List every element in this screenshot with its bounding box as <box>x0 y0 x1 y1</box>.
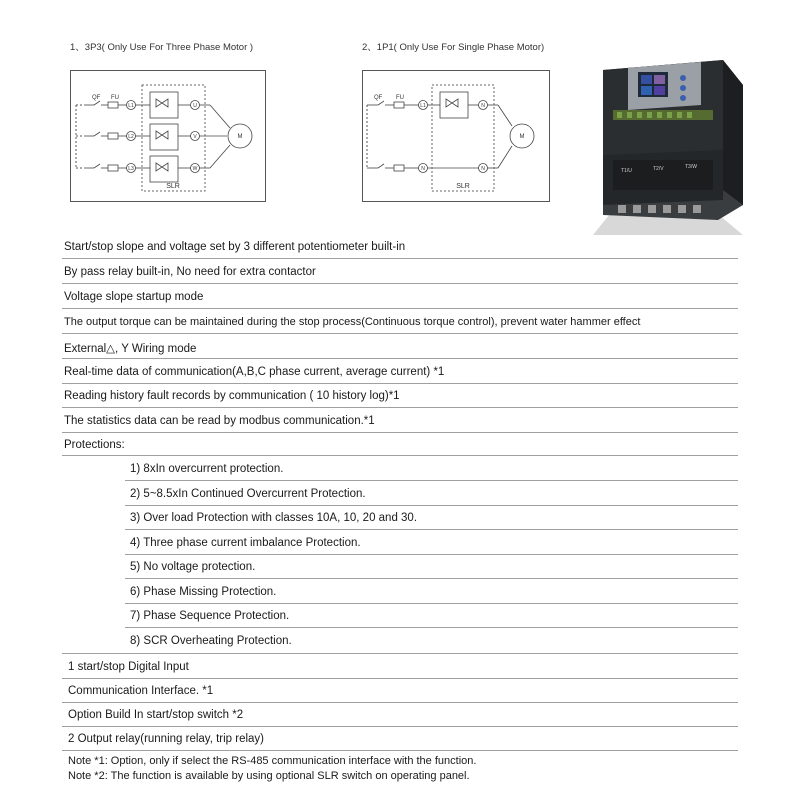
divider <box>62 432 738 433</box>
protection-item: 6) Phase Missing Protection. <box>130 586 277 598</box>
terminal-n-out-2: N <box>481 166 485 172</box>
feature-item: The output torque can be maintained during the stop process(Continuous torque control), prevent water hammer effect <box>64 316 641 328</box>
divider <box>62 678 738 679</box>
extra-item: 2 Output relay(running relay, trip relay) <box>68 733 265 745</box>
feature-item: External△, Y Wiring mode <box>64 343 197 355</box>
divider <box>62 455 738 456</box>
soft-starter-device-image <box>583 60 753 235</box>
feature-item: By pass relay built-in, No need for extra contactor <box>64 266 316 278</box>
qf-label: QF <box>374 95 383 101</box>
divider <box>62 258 738 259</box>
feature-item: Voltage slope startup mode <box>64 291 204 303</box>
fu-label: FU <box>396 95 404 101</box>
divider <box>62 383 738 384</box>
divider <box>125 627 738 628</box>
divider <box>62 702 738 703</box>
terminal-l3: L3 <box>128 166 134 172</box>
diagram1-caption: 1、3P3( Only Use For Three Phase Motor ) <box>70 42 254 53</box>
divider <box>62 283 738 284</box>
terminal-label-t2: T2/V <box>653 166 664 172</box>
protection-item: 4) Three phase current imbalance Protection. <box>130 537 361 549</box>
extra-item: Communication Interface. *1 <box>68 685 214 697</box>
protections-heading: Protections: <box>64 439 125 451</box>
divider <box>62 750 738 751</box>
divider <box>125 480 738 481</box>
divider <box>125 603 738 604</box>
terminal-l1: L1 <box>420 103 426 109</box>
divider <box>125 529 738 530</box>
protection-item: 1) 8xIn overcurrent protection. <box>130 463 284 475</box>
extra-item: 1 start/stop Digital Input <box>68 661 189 673</box>
protection-item: 7) Phase Sequence Protection. <box>130 610 290 622</box>
terminal-label-t1: T1/U <box>621 168 632 174</box>
divider <box>62 333 738 334</box>
terminal-l2: L2 <box>128 134 134 140</box>
divider <box>62 407 738 408</box>
feature-item: Real-time data of communication(A,B,C phase current, average current) *1 <box>64 366 445 378</box>
protection-item: 2) 5~8.5xIn Continued Overcurrent Protection. <box>130 488 366 500</box>
motor-label: M <box>519 134 525 140</box>
protection-item: 3) Over load Protection with classes 10A, 10, 20 and 30. <box>130 512 418 524</box>
feature-item: Reading history fault records by communication ( 10 history log)*1 <box>64 390 400 402</box>
divider <box>62 726 738 727</box>
qf-label: QF <box>92 95 101 101</box>
footnote-1: Note *1: Option, only if select the RS-485 communication interface with the function. <box>68 755 477 767</box>
terminal-n-in: N <box>421 166 425 172</box>
divider <box>62 308 738 309</box>
terminal-u: U <box>193 103 197 109</box>
protection-item: 8) SCR Overheating Protection. <box>130 635 292 647</box>
slr-label: SLR <box>166 183 180 190</box>
feature-item: The statistics data can be read by modbus communication.*1 <box>64 415 375 427</box>
terminal-v: V <box>193 134 197 140</box>
slr-label: SLR <box>456 183 470 190</box>
terminal-label-t3: T3/W <box>685 164 697 170</box>
terminal-n-out-1: N <box>481 103 485 109</box>
terminal-l1: L1 <box>128 103 134 109</box>
three-phase-wiring-diagram <box>70 70 266 202</box>
divider <box>62 358 738 359</box>
feature-item: Start/stop slope and voltage set by 3 different potentiometer built-in <box>64 241 406 253</box>
motor-label: M <box>237 134 243 140</box>
diagram2-caption: 2、1P1( Only Use For Single Phase Motor) <box>362 42 545 53</box>
footnote-2: Note *2: The function is available by using optional SLR switch on operating panel. <box>68 770 470 782</box>
single-phase-wiring-diagram <box>362 70 550 202</box>
protection-item: 5) No voltage protection. <box>130 561 256 573</box>
divider <box>125 554 738 555</box>
divider <box>125 505 738 506</box>
fu-label: FU <box>111 95 119 101</box>
extra-item: Option Build In start/stop switch *2 <box>68 709 244 721</box>
divider <box>125 578 738 579</box>
terminal-w: W <box>192 166 198 172</box>
divider <box>62 653 738 654</box>
